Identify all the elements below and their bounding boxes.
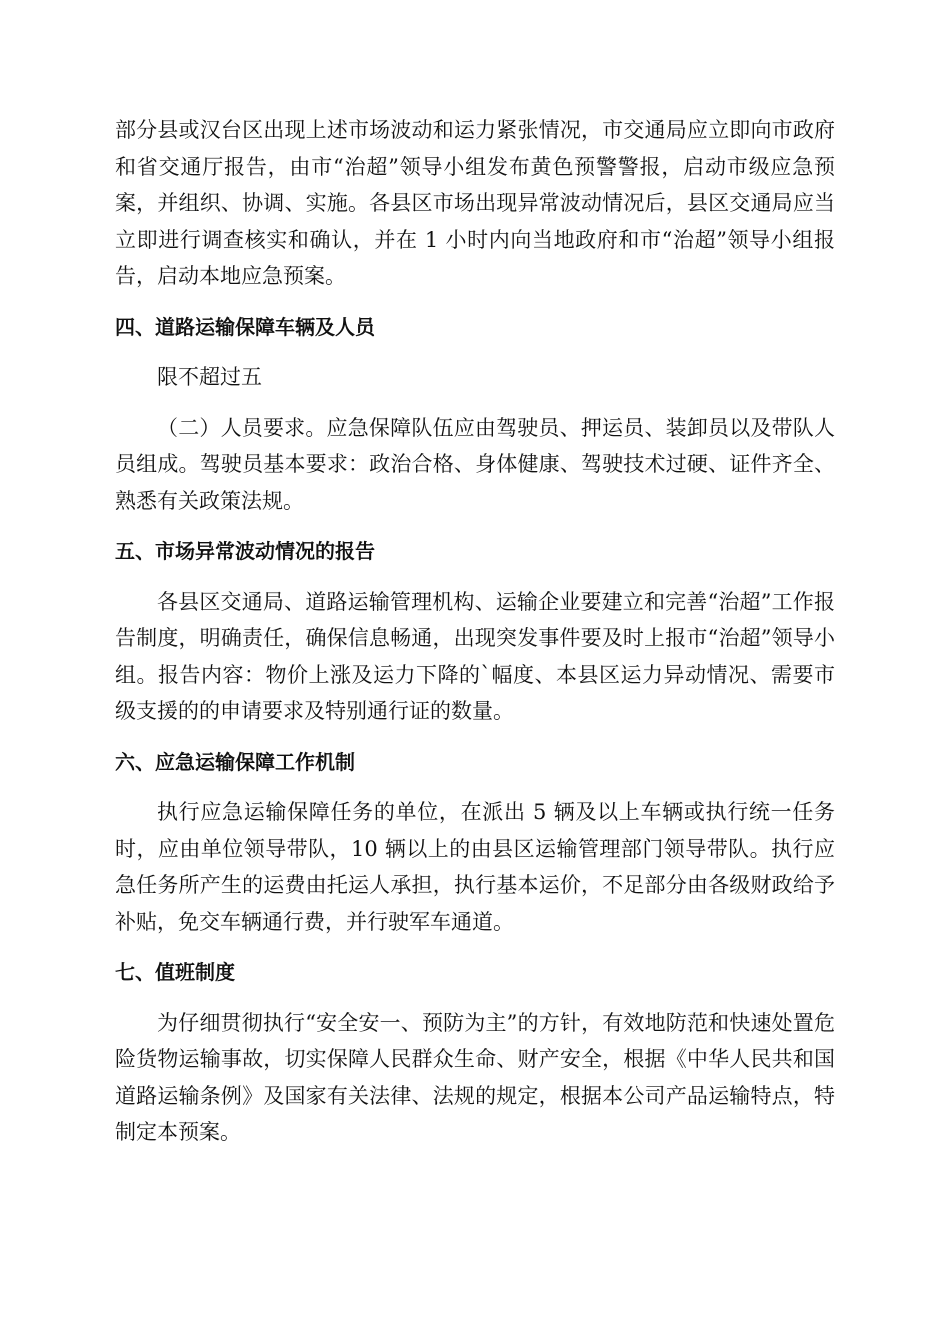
paragraph-personnel-requirements: （二）人员要求。应急保障队伍应由驾驶员、押运员、装卸员以及带队人员组成。驾驶员基本要求：政治合格、身体健康、驾驶技术过硬、证件齐全、熟悉有关政策法规。 (115, 415, 835, 513)
paragraph-duty-system: 为仔细贯彻执行“安全安一、预防为主”的方针，有效地防范和快速处置危险货物运输事故，切实保障人民群众生命、财产安全，根据《中华人民共和国道路运输条例》及国家有关法律、法规的规定，根据本公司产品运输特点，特制定本预案。 (115, 1010, 835, 1144)
section-heading-6: 六、应急运输保障工作机制 (115, 749, 355, 774)
section-heading-7: 七、值班制度 (115, 960, 235, 984)
section-heading-4: 四、道路运输保障车辆及人员 (115, 314, 375, 339)
paragraph-vehicle-limit: 限不超过五 (157, 365, 262, 389)
paragraph-work-mechanism: 执行应急运输保障任务的单位，在派出 5 辆及以上车辆或执行统一任务时，应由单位领导带队，10 辆以上的由县区运输管理部门领导带队。执行应急任务所产生的运费由托运人承担，执行基本运价，不足部分由各级财政给予补贴，免交车辆通行费，并行驶军车通道。 (115, 800, 835, 934)
paragraph-market-report: 各县区交通局、道路运输管理机构、运输企业要建立和完善“治超”工作报告制度，明确责任，确保信息畅通，出现突发事件要及时上报市“治超”领导小组。报告内容：物价上涨及运力下降的`幅度、本县区运力异动情况、需要市级支援的的申请要求及特别通行证的数量。 (115, 589, 835, 723)
document-page (115, 112, 835, 1165)
paragraph-warning-report: 部分县或汉台区出现上述市场波动和运力紧张情况，市交通局应立即向市政府和省交通厅报告，由市“治超”领导小组发布黄色预警警报，启动市级应急预案，并组织、协调、实施。各县区市场出现异常波动情况后，县区交通局应当立即进行调查核实和确认，并在 1 小时内向当地政府和市“治超”领导小组报告，启动本地应急预案。 (115, 118, 835, 288)
section-heading-5: 五、市场异常波动情况的报告 (115, 539, 375, 563)
